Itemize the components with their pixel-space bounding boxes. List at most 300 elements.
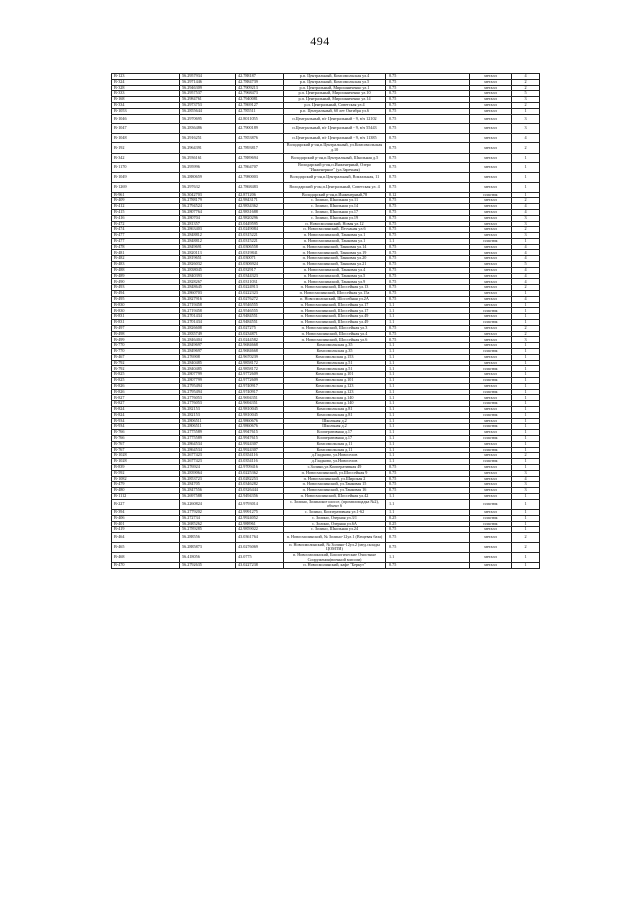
material-cell: металл	[470, 143, 512, 153]
volume-cell: 0.75	[386, 273, 470, 279]
longitude-cell: 42.9858172	[236, 366, 284, 372]
material-cell: металл	[470, 527, 512, 533]
count-cell: 4	[512, 267, 540, 273]
latitude-cell: 56.2848812	[180, 233, 236, 239]
material-cell: металл	[470, 209, 512, 215]
count-cell: 2	[512, 533, 540, 543]
latitude-cell: 56.2719458	[180, 308, 236, 314]
count-cell: 1	[512, 366, 540, 372]
latitude-cell: 56.2849697	[180, 343, 236, 349]
volume-cell: 1.1	[386, 418, 470, 424]
site-id-cell: В-342	[112, 153, 180, 163]
longitude-cell: 42.9670239	[236, 354, 284, 360]
latitude-cell: 56.2853723	[180, 476, 236, 482]
count-cell: 1	[512, 407, 540, 413]
site-id-cell: В-824	[112, 407, 180, 413]
longitude-cell: 42.7884739	[236, 79, 284, 85]
material-cell: пластик	[470, 366, 512, 372]
site-id-cell: В-409	[112, 198, 180, 204]
address-cell: Володарский р-он,п.Центральный, ул.Комсомольская д.10	[284, 143, 386, 153]
volume-cell: 0.12	[386, 192, 470, 198]
volume-cell: 1.1	[386, 407, 470, 413]
latitude-cell: 56.2839064	[180, 470, 236, 476]
site-id-cell: В-477	[112, 238, 180, 244]
latitude-cell: 56.2970695	[180, 114, 236, 124]
material-cell: металл	[470, 198, 512, 204]
longitude-cell: 42.9772609	[236, 378, 284, 384]
latitude-cell: 56.2807799	[180, 378, 236, 384]
longitude-cell: 42.9860676	[236, 424, 284, 430]
longitude-cell: 42.7980003	[236, 173, 284, 183]
volume-cell: 0.75	[386, 470, 470, 476]
material-cell: пластик	[470, 308, 512, 314]
latitude-cell: 56.2826032	[180, 262, 236, 268]
site-id-cell: В-416	[112, 215, 180, 221]
longitude-cell: 42.9924052	[236, 515, 284, 521]
material-cell: металл	[470, 493, 512, 499]
site-id-cell: В-830	[112, 308, 180, 314]
address-cell: п. Новосмолинский, Шоссейная ул.42	[284, 493, 386, 499]
address-cell: р.п. Центральный, Мирошниченко ул.14	[284, 97, 386, 103]
latitude-cell: 56.2840393	[180, 273, 236, 279]
volume-cell: 0.75	[386, 182, 470, 192]
volume-cell: 1.1	[386, 372, 470, 378]
table-row	[112, 182, 540, 192]
count-cell: 4	[512, 74, 540, 80]
count-cell: 1	[512, 441, 540, 447]
material-cell: металл	[470, 133, 512, 143]
latitude-cell: 56.2807799	[180, 372, 236, 378]
longitude-cell: 42.9546555	[236, 302, 284, 308]
volume-cell: 0.75	[386, 221, 470, 227]
volume-cell: 1.1	[386, 302, 470, 308]
longitude-cell: 42.9947615	[236, 430, 284, 436]
address-cell: с. Золино, Озерная ул.3/1	[284, 515, 386, 521]
latitude-cell: 56.2795494	[180, 389, 236, 395]
table-row	[112, 153, 540, 163]
latitude-cell: 56.2701434	[180, 314, 236, 320]
address-cell: Володарский р-он,п.Центральный, Вокзальная, 11	[284, 173, 386, 183]
latitude-cell: 56.2701434	[180, 320, 236, 326]
longitude-cell: 42.9709416	[236, 464, 284, 470]
material-cell: пластик	[470, 412, 512, 418]
count-cell: 3	[512, 337, 540, 343]
volume-cell: 0.75	[386, 153, 470, 163]
table-row	[112, 499, 540, 509]
address-cell: п. Новосмолинский, Биологические Очистные Сооружения(военной миссии)	[284, 552, 386, 562]
material-cell: металл	[470, 430, 512, 436]
material-cell: металл	[470, 233, 512, 239]
count-cell: 1	[512, 493, 540, 499]
latitude-cell: 56.2838045	[180, 267, 236, 273]
longitude-cell: 43.0249084	[236, 227, 284, 233]
material-cell: металл	[470, 395, 512, 401]
address-cell: п. Новосмолинский, № Золино-12ул.2 (мед.склады ЦОМТИ)	[284, 542, 386, 552]
table-row	[112, 114, 540, 124]
count-cell: 4	[512, 273, 540, 279]
address-cell: п. Новосмолинский, № Золино-12ул.1 (Вещевая база)	[284, 533, 386, 543]
table-row	[112, 124, 540, 134]
volume-cell: 0.75	[386, 79, 470, 85]
longitude-cell: 42.9810045	[236, 407, 284, 413]
address-cell: п. Новосмолинский, Танковая ул.1	[284, 238, 386, 244]
registry-body	[112, 74, 540, 569]
longitude-cell: 42.9484551	[236, 314, 284, 320]
longitude-cell: 42.9694351	[236, 401, 284, 407]
site-id-cell: В-792	[112, 360, 180, 366]
longitude-cell: 42.7909213	[236, 85, 284, 91]
count-cell: 1	[512, 320, 540, 326]
address-cell: Володарский р-он,п.Центральный, Советская ул. 4	[284, 182, 386, 192]
address-cell: п. Новосмолинский, Танковая ул.9	[284, 279, 386, 285]
material-cell: металл	[470, 182, 512, 192]
volume-cell: 1.1	[386, 320, 470, 326]
site-id-cell: В-464	[112, 533, 180, 543]
latitude-cell: 56.2916251	[180, 133, 236, 143]
longitude-cell: 42.7893817	[236, 143, 284, 153]
site-id-cell: В-493	[112, 285, 180, 291]
volume-cell: 0.75	[386, 250, 470, 256]
site-id-cell: В-482	[112, 256, 180, 262]
longitude-cell: 43.0326444	[236, 488, 284, 494]
latitude-cell: 56.2792635	[180, 563, 236, 569]
volume-cell: 1.1	[386, 349, 470, 355]
count-cell: 1	[512, 238, 540, 244]
address-cell: Комсомольская д.153	[284, 354, 386, 360]
material-cell: пластик	[470, 499, 512, 509]
site-id-cell: В-770	[112, 349, 180, 355]
address-cell: п. Новосмолинский, Шоссейная ул.3	[284, 325, 386, 331]
volume-cell: 0.75	[386, 233, 470, 239]
count-cell: 1	[512, 412, 540, 418]
latitude-cell: 56.2835749	[180, 331, 236, 337]
volume-cell: 0.75	[386, 209, 470, 215]
latitude-cell: 56.2794524	[180, 204, 236, 210]
material-cell: металл	[470, 262, 512, 268]
count-cell: 4	[512, 279, 540, 285]
address-cell: п.Центральный, в/г Центральный - 9, в/ч 55443	[284, 124, 386, 134]
site-id-cell: В-1082	[112, 476, 180, 482]
latitude-cell: 56.2973753	[180, 102, 236, 108]
volume-cell: 0.75	[386, 267, 470, 273]
count-cell: 1	[512, 424, 540, 430]
longitude-cell: 42.9860676	[236, 418, 284, 424]
address-cell: п. Новосмолинский, Шоссейная ул.17	[284, 308, 386, 314]
longitude-cell: 42.9947615	[236, 435, 284, 441]
volume-cell: 1.1	[386, 424, 470, 430]
site-id-cell: В-481	[112, 250, 180, 256]
longitude-cell: 43.0344323	[236, 273, 284, 279]
site-id-cell: В-478	[112, 244, 180, 250]
count-cell: 1	[512, 360, 540, 366]
longitude-cell: 43.0449595	[236, 221, 284, 227]
longitude-cell: 42.871206	[236, 192, 284, 198]
volume-cell: 0.75	[386, 143, 470, 153]
site-id-cell: В-494	[112, 291, 180, 297]
site-id-cell: В-192	[112, 143, 180, 153]
volume-cell: 0.75	[386, 108, 470, 114]
site-id-cell: В-495	[112, 296, 180, 302]
material-cell: пластик	[470, 192, 512, 198]
material-cell: металл	[470, 343, 512, 349]
address-cell: Комсомольская д.140	[284, 401, 386, 407]
count-cell: 4	[512, 256, 540, 262]
count-cell: 2	[512, 285, 540, 291]
volume-cell: 1.1	[386, 360, 470, 366]
site-id-cell: В-333	[112, 91, 180, 97]
address-cell: Кооперативная д.17	[284, 430, 386, 436]
longitude-cell: 42.9859022	[236, 527, 284, 533]
site-id-cell: В-470	[112, 563, 180, 569]
volume-cell: 0.75	[386, 533, 470, 543]
latitude-cell: 56.2847556	[180, 488, 236, 494]
volume-cell: 1.1	[386, 238, 470, 244]
address-cell: Комсомольская д.140	[284, 395, 386, 401]
longitude-cell: 43.0306558	[236, 244, 284, 250]
count-cell: 1	[512, 343, 540, 349]
longitude-cell: 42.9831688	[236, 209, 284, 215]
material-cell: пластик	[470, 435, 512, 441]
material-cell: металл	[470, 470, 512, 476]
address-cell: Комсомольская д.101	[284, 378, 386, 384]
latitude-cell: 56.2820113	[180, 250, 236, 256]
latitude-cell: 56.297632	[180, 182, 236, 192]
material-cell: металл	[470, 337, 512, 343]
longitude-cell: 43.0234871	[236, 331, 284, 337]
latitude-cell: 56.2775589	[180, 435, 236, 441]
address-cell: с. Золино, Школьная ул.17	[284, 209, 386, 215]
count-cell: 4	[512, 296, 540, 302]
volume-cell: 0.75	[386, 563, 470, 569]
latitude-cell: 56.2827916	[180, 296, 236, 302]
volume-cell: 0.75	[386, 488, 470, 494]
longitude-cell: 42.9924307	[236, 447, 284, 453]
volume-cell: 0.75	[386, 527, 470, 533]
address-cell: с. Золино, Озерная ул.6А	[284, 521, 386, 527]
longitude-cell: 42.788187	[236, 74, 284, 80]
count-cell: 1	[512, 314, 540, 320]
latitude-cell: 56.2840485	[180, 360, 236, 366]
longitude-cell: 42.9684668	[236, 343, 284, 349]
count-cell: 3	[512, 233, 540, 239]
longitude-cell: 43.0306924	[236, 262, 284, 268]
site-id-cell: В-419	[112, 527, 180, 533]
material-cell: металл	[470, 331, 512, 337]
volume-cell: 0.75	[386, 74, 470, 80]
site-id-cell: В-483	[112, 262, 180, 268]
site-id-cell: В-334	[112, 102, 180, 108]
longitude-cell: 42.7968473	[236, 91, 284, 97]
material-cell: пластик	[470, 349, 512, 355]
count-cell: 1	[512, 173, 540, 183]
count-cell: 1	[512, 515, 540, 521]
longitude-cell: 42.9834362	[236, 204, 284, 210]
count-cell: 1	[512, 459, 540, 465]
address-cell: п. Новосмолинский, Новая ул.12	[284, 221, 386, 227]
latitude-cell: 56.2946309	[180, 85, 236, 91]
site-id-cell: В-480	[112, 488, 180, 494]
address-cell: Володарский р-он,п.Центральный, Школьная д.5	[284, 153, 386, 163]
site-id-cell: В-1047	[112, 124, 180, 134]
latitude-cell: 56.2788179	[180, 198, 236, 204]
count-cell: 1	[512, 430, 540, 436]
material-cell: металл	[470, 291, 512, 297]
address-cell: с. Золино, Школьная ул.19	[284, 215, 386, 221]
count-cell: 4	[512, 204, 540, 210]
site-id-cell: В-770	[112, 343, 180, 349]
address-cell: п. Новосмолинский, ул.Танковая 16	[284, 488, 386, 494]
latitude-cell: 56.295996	[180, 163, 236, 173]
latitude-cell: 56.2864534	[180, 441, 236, 447]
volume-cell: 0.75	[386, 204, 470, 210]
longitude-cell: 43.0225362	[236, 470, 284, 476]
address-cell: п. Новосмолинский, Танковая ул.5	[284, 273, 386, 279]
address-cell: Володарский р-он,п.Инженерный, Озеро "Инженерное" (ул.Заречная)	[284, 163, 386, 173]
longitude-cell: 43.0315221	[236, 238, 284, 244]
count-cell: 3	[512, 482, 540, 488]
count-cell: 1	[512, 395, 540, 401]
latitude-cell: 56.2719458	[180, 302, 236, 308]
material-cell: металл	[470, 215, 512, 221]
site-id-cell: В-467	[112, 354, 180, 360]
material-cell: металл	[470, 244, 512, 250]
address-cell: Комсомольская д.51	[284, 366, 386, 372]
address-cell: п. Новосмолинский, Танковая ул.20	[284, 256, 386, 262]
volume-cell: 1.1	[386, 493, 470, 499]
site-id-cell: В-498	[112, 331, 180, 337]
longitude-cell: 43.0227238	[236, 563, 284, 569]
site-id-cell: В-401	[112, 521, 180, 527]
count-cell: 5	[512, 262, 540, 268]
volume-cell: 0.75	[386, 285, 470, 291]
address-cell: п.Центральный, в/г Центральный - 9, в/ч 11385	[284, 133, 386, 143]
latitude-cell: 56.2789285	[180, 527, 236, 533]
latitude-cell: 56.2855644	[180, 108, 236, 114]
count-cell: 1	[512, 418, 540, 424]
site-id-cell: В-472	[112, 221, 180, 227]
table-row	[112, 533, 540, 543]
site-id-cell: В-934	[112, 418, 180, 424]
table-row	[112, 542, 540, 552]
site-id-cell: В-824	[112, 412, 180, 418]
material-cell: металл	[470, 464, 512, 470]
count-cell: 3	[512, 97, 540, 103]
address-cell: Комсомольская д.81	[284, 412, 386, 418]
site-id-cell: В-934	[112, 424, 180, 430]
table-row	[112, 143, 540, 153]
volume-cell: 0.75	[386, 198, 470, 204]
volume-cell: 0.75	[386, 244, 470, 250]
longitude-cell: 42.9494356	[236, 493, 284, 499]
address-cell: р.п. Центральный, Комсомольская ул.5	[284, 79, 386, 85]
site-id-cell: В-394	[112, 509, 180, 515]
material-cell: металл	[470, 552, 512, 562]
address-cell: д.Гладково, ул.Новоселов	[284, 459, 386, 465]
volume-cell: 0.75	[386, 133, 470, 143]
latitude-cell: 56.280704	[180, 215, 236, 221]
address-cell: с. Золино, Школьная ул.24	[284, 527, 386, 533]
volume-cell: 0.75	[386, 227, 470, 233]
address-cell: Комсомольская д.123	[284, 389, 386, 395]
latitude-cell: 56.2860703	[180, 291, 236, 297]
longitude-cell: 42.7868483	[236, 182, 284, 192]
count-cell: 1	[512, 383, 540, 389]
address-cell: р.п. Центральный, Мирошниченко ул.10	[284, 91, 386, 97]
material-cell: пластик	[470, 238, 512, 244]
longitude-cell: 43.032917	[236, 267, 284, 273]
address-cell: п. Новосмолинский, Танковая ул.21	[284, 262, 386, 268]
count-cell: 1	[512, 509, 540, 515]
volume-cell: 1.1	[386, 378, 470, 384]
count-cell: 1	[512, 302, 540, 308]
material-cell: металл	[470, 418, 512, 424]
site-id-cell: В-490	[112, 279, 180, 285]
longitude-cell: 43.0276069	[236, 542, 284, 552]
material-cell: металл	[470, 250, 512, 256]
material-cell: металл	[470, 279, 512, 285]
address-cell: п. Новосмолинский, Танковая ул.1	[284, 233, 386, 239]
volume-cell: 1.1	[386, 441, 470, 447]
longitude-cell: 42.9793014	[236, 499, 284, 509]
count-cell: 1	[512, 552, 540, 562]
latitude-cell: 56.2775589	[180, 430, 236, 436]
longitude-cell: 42.7889694	[236, 153, 284, 163]
longitude-cell: 42.9546555	[236, 308, 284, 314]
volume-cell: 0.75	[386, 464, 470, 470]
latitude-cell: 56.2697588	[180, 493, 236, 499]
latitude-cell: 56.2677423	[180, 453, 236, 459]
count-cell: 1	[512, 163, 540, 173]
material-cell: металл	[470, 383, 512, 389]
latitude-cell: 56.2964391	[180, 143, 236, 153]
site-id-cell: В-1048	[112, 133, 180, 143]
volume-cell: 0.75	[386, 91, 470, 97]
material-cell: металл	[470, 108, 512, 114]
material-cell: металл	[470, 79, 512, 85]
page-number: 494	[310, 34, 330, 48]
address-cell: п. Новосмолинский, ул.Широкая 2	[284, 476, 386, 482]
count-cell: 2	[512, 542, 540, 552]
latitude-cell: 56.288556	[180, 533, 236, 543]
longitude-cell: 42.9810045	[236, 412, 284, 418]
site-id-cell: В-839	[112, 464, 180, 470]
address-cell: Комсомольская д.123	[284, 383, 386, 389]
volume-cell: 0.75	[386, 97, 470, 103]
longitude-cell: 43.0282253	[236, 476, 284, 482]
site-id-cell: В-767	[112, 447, 180, 453]
site-id-cell: В-168	[112, 97, 180, 103]
material-cell: металл	[470, 354, 512, 360]
volume-cell: 0.75	[386, 102, 470, 108]
latitude-cell: 56.2864534	[180, 447, 236, 453]
volume-cell: 1.1	[386, 430, 470, 436]
count-cell: 1	[512, 563, 540, 569]
longitude-cell: 42.9858172	[236, 360, 284, 366]
material-cell: металл	[470, 482, 512, 488]
volume-cell: 1.1	[386, 366, 470, 372]
material-cell: пластик	[470, 459, 512, 465]
site-id-cell: В-465	[112, 542, 180, 552]
latitude-cell: 56.2779202	[180, 509, 236, 515]
count-cell: 1	[512, 464, 540, 470]
count-cell: 2	[512, 453, 540, 459]
longitude-cell: 43.0361764	[236, 533, 284, 543]
address-cell: п. Новосмолинский, Шоссейная ул.49	[284, 314, 386, 320]
address-cell: Володарский р-он,п.Инженерный,78	[284, 192, 386, 198]
count-cell: 1	[512, 447, 540, 453]
site-id-cell: В-489	[112, 273, 180, 279]
site-id-cell: В-826	[112, 383, 180, 389]
